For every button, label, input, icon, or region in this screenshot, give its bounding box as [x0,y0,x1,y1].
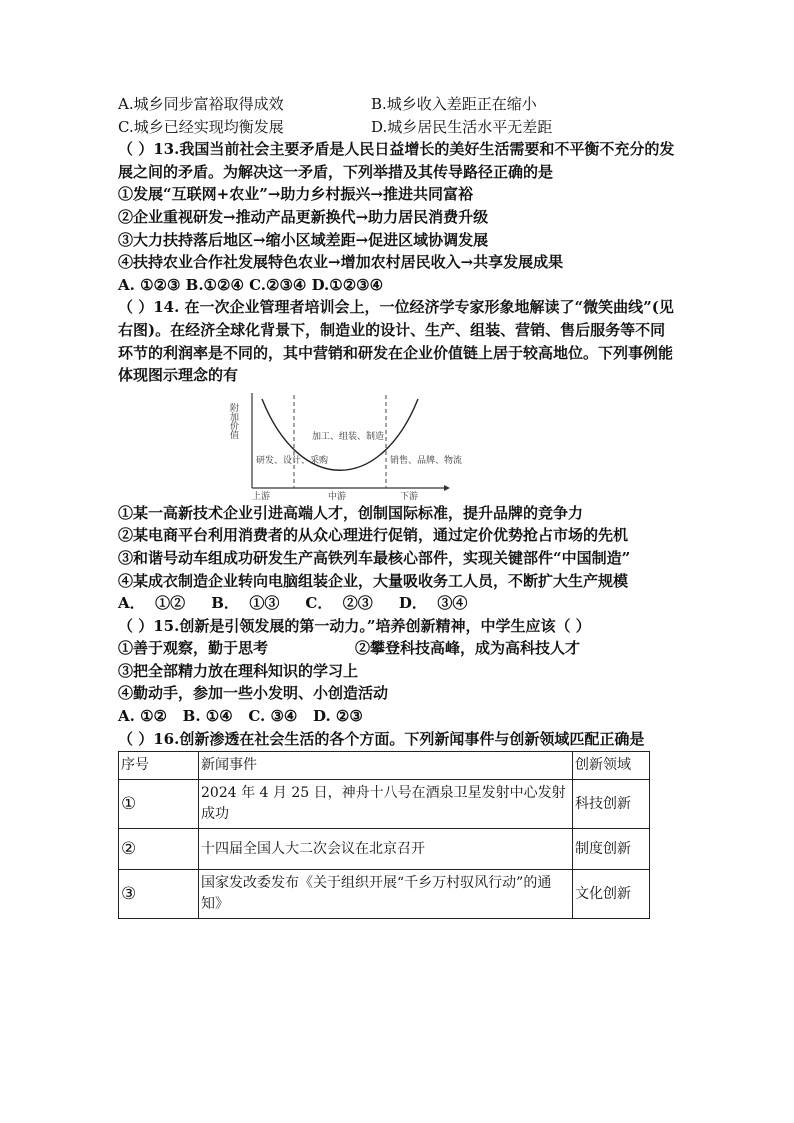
q16-stem: （ ）16.创新渗透在社会生活的各个方面。下列新闻事件与创新领域匹配正确是 [118,729,645,748]
q14-options: A． ①② B． ①③ C． ②③ D． ③④ [118,594,468,613]
q15-item-1: ①善于观察，勤于思考 [118,639,269,658]
q14-item-1: ①某一高新技术企业引进高端人才，创制国际标准，提升品牌的竞争力 [118,503,584,522]
q14-item-3: ③和谐号动车组成功研发生产高铁列车最核心部件，实现关键部件“中国制造” [118,548,631,567]
table-header-cell: 创新领域 [573,752,650,780]
q15-item-4: ④勤动手，参加一些小发明、小创造活动 [118,684,389,703]
table-cell-index: ① [119,780,199,829]
table-header-row [119,752,650,780]
mid-label: 加工、组装、制造 [312,431,385,442]
table-header-cell: 序号 [119,752,199,780]
table-cell-domain: 制度创新 [573,829,650,870]
table-header-cell: 新闻事件 [199,752,573,780]
exam-page [118,93,678,919]
x-tick-upstream: 上游 [252,491,271,502]
q13-item-4: ④扶持农业合作社发展特色农业→增加农村居民收入→共享发展成果 [118,253,564,272]
q13-item-3: ③大力扶持落后地区→缩小区域差距→促进区域协调发展 [118,230,489,249]
smile-curve-svg [228,389,463,502]
table-cell-domain: 文化创新 [573,870,650,919]
q12-option-b: B.城乡收入差距正在缩小 [371,95,537,113]
table-row [119,780,650,829]
y-axis-label: 附加价值 [228,402,238,439]
table-cell-event: 十四届全国人大二次会议在北京召开 [199,829,573,870]
table-cell-event: 2024 年 4 月 25 日，神舟十八号在酒泉卫星发射中心发射成功 [199,780,573,829]
q15-stem: （ ）15.创新是引领发展的第一动力。”培养创新精神，中学生应该（ ） [118,616,591,635]
table-cell-event: 国家发改委发布《关于组织开展“千乡万村驭风行动”的通知》 [199,870,573,919]
q12-option-a: A.城乡同步富裕取得成效 [118,95,284,113]
q14-item-4: ④某成衣制造企业转向电脑组装企业，大量吸收务工人员，不断扩大生产规模 [118,571,629,590]
table-row [119,870,650,919]
q13-options: A. ①②③ B.①②④ C.②③④ D.①②③④ [118,275,384,294]
q15-item-2: ②攀登科技高峰，成为高科技人才 [355,639,581,658]
table-cell-index: ② [119,829,199,870]
x-tick-midstream: 中游 [328,491,347,502]
q15-options: A. ①② B. ①④ C. ③④ D. ②③ [118,707,363,726]
table-row [119,829,650,870]
smile-curve-figure [228,389,463,502]
q15-items-row-1 [118,637,678,660]
left-label: 研发、设计、采购 [256,455,329,466]
q12-options-row-1 [118,93,678,116]
q13-item-2: ②企业重视研发→推动产品更新换代→助力居民消费升级 [118,207,489,226]
table-cell-index: ③ [119,870,199,919]
q13-stem: （ ）13.我国当前社会主要矛盾是人民日益增长的美好生活需要和不平衡不充分的发展之间的矛盾。为解决这一矛盾，下列举措及其传导路径正确的是 [118,140,675,181]
q12-option-d: D.城乡居民生活水平无差距 [371,117,553,136]
right-label: 销售、品牌、物流 [390,455,463,466]
q12-option-c: C.城乡已经实现均衡发展 [118,117,284,136]
q12-options-row-2 [118,116,678,139]
q14-stem: （ ）14. 在一次企业管理者培训会上，一位经济学专家形象地解读了“微笑曲线”(见右图)。在经济全球化背景下，制造业的设计、生产、组装、营销、售后服务等不同环节的利润率是不同的，其中营销和研发在企业价值链上居于较高地位。下列事例能体现图示理念的有 [118,298,674,385]
table-cell-domain: 科技创新 [573,780,650,829]
x-axis-arrow [444,485,450,491]
q15-item-3: ③把全部精力放在理科知识的学习上 [118,661,359,680]
q14-item-2: ②某电商平台利用消费者的从众心理进行促销，通过定价优势抢占市场的先机 [118,526,629,545]
x-tick-downstream: 下游 [400,491,419,502]
q13-item-1: ①发展“互联网+农业”→助力乡村振兴→推进共同富裕 [118,185,473,204]
news-table [118,751,650,919]
